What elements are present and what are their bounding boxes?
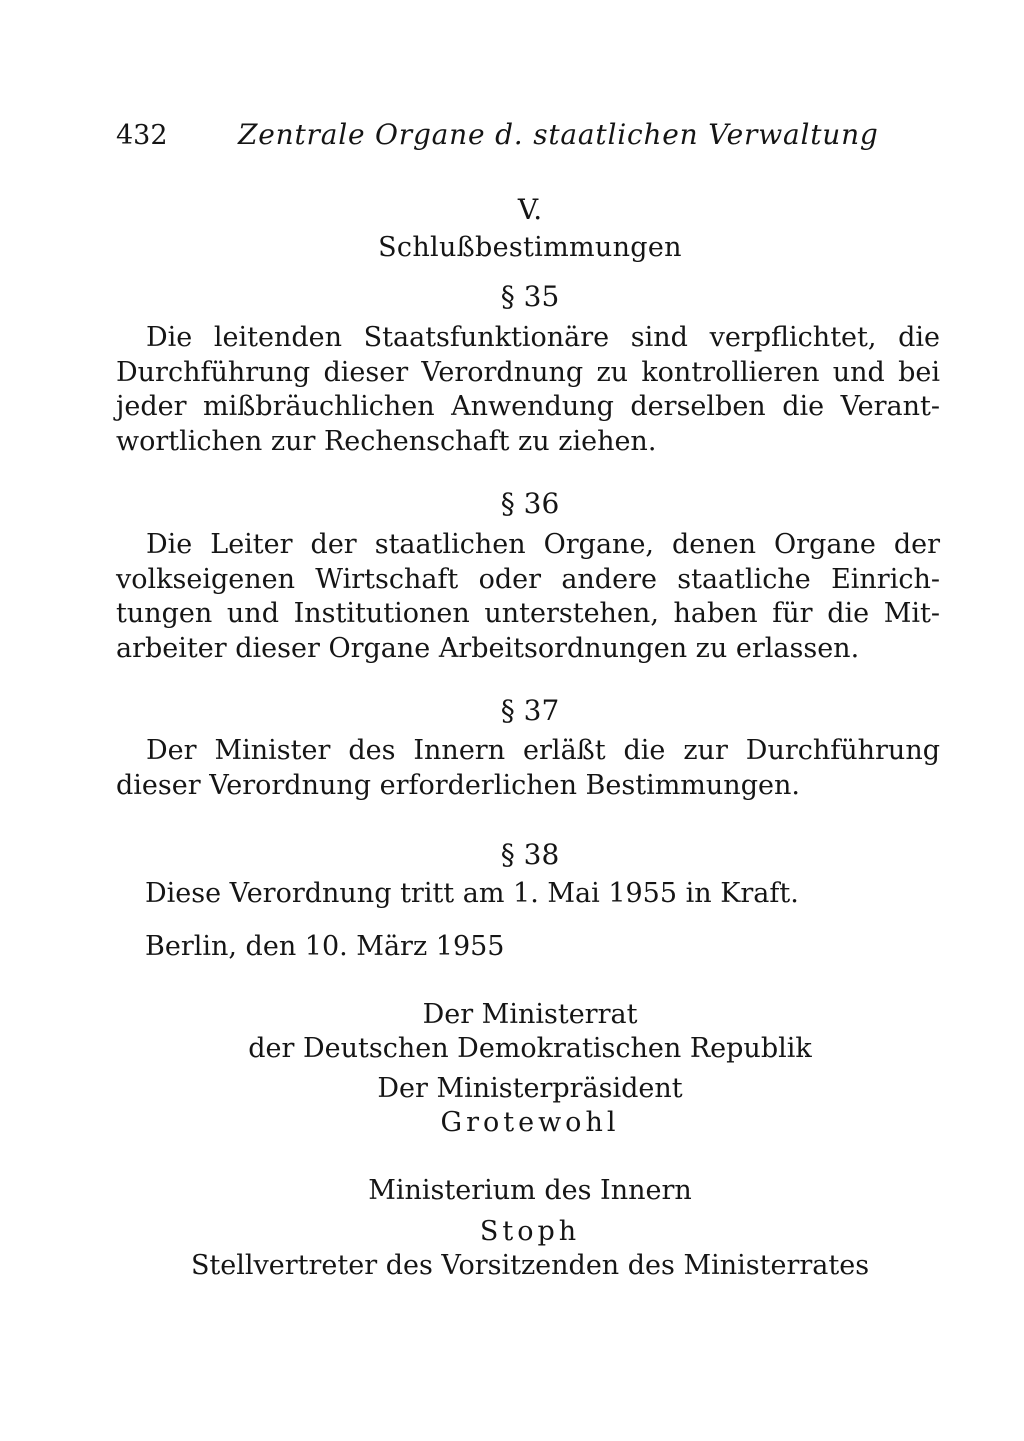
paragraph-line: dieser Verordnung erforderlichen Bestimmungen.	[116, 769, 800, 801]
signature-name: Grotewohl	[440, 1107, 620, 1138]
paragraph-37-text	[116, 734, 940, 803]
paragraph-line: Die leitenden Staatsfunktionäre sind verpflichtet, die	[146, 322, 940, 353]
signature-body-line2: der Deutschen Demokratischen Republik	[248, 1033, 812, 1064]
signature-role: Der Ministerpräsident	[377, 1073, 683, 1104]
paragraph-line: jeder mißbräuchlichen Anwendung derselben die Verant-	[116, 391, 940, 422]
paragraph-line: volkseigenen Wirtschaft oder andere staatliche Einrich-	[116, 563, 940, 595]
ministry-name: Ministerium des Innern	[368, 1175, 692, 1206]
paragraph-number-37: § 37	[500, 694, 560, 727]
paragraph-number-38: § 38	[500, 838, 560, 871]
paragraph-36-text	[116, 528, 940, 666]
paragraph-line: Durchführung dieser Verordnung zu kontrollieren und bei	[116, 356, 940, 388]
paragraph-line: tungen und Institutionen unterstehen, haben für die Mit-	[116, 598, 940, 629]
section-title: Schlußbestimmungen	[378, 232, 682, 263]
minister-role: Stellvertreter des Vorsitzenden des Ministerrates	[190, 1250, 870, 1281]
running-title: Zentrale Organe d. staatlichen Verwaltung	[238, 118, 879, 151]
signature-body-line1: Der Ministerrat	[422, 999, 638, 1030]
page-number: 432	[116, 120, 168, 151]
paragraph-35-text	[116, 321, 940, 459]
date-line: Berlin, den 10. März 1955	[145, 931, 505, 962]
paragraph-line: arbeiter dieser Organe Arbeitsordnungen zu erlassen.	[116, 632, 860, 664]
minister-name: Stoph	[479, 1216, 581, 1247]
paragraph-number-36: § 36	[500, 487, 560, 520]
paragraph-38-text: Diese Verordnung tritt am 1. Mai 1955 in Kraft.	[145, 878, 799, 909]
section-roman-numeral: V.	[517, 193, 543, 226]
paragraph-line: Der Minister des Innern erläßt die zur Durchführung	[146, 735, 940, 766]
paragraph-line: Die Leiter der staatlichen Organe, denen Organe der	[146, 529, 940, 560]
paragraph-number-35: § 35	[500, 280, 560, 313]
paragraph-line: wortlichen zur Rechenschaft zu ziehen.	[116, 425, 657, 457]
